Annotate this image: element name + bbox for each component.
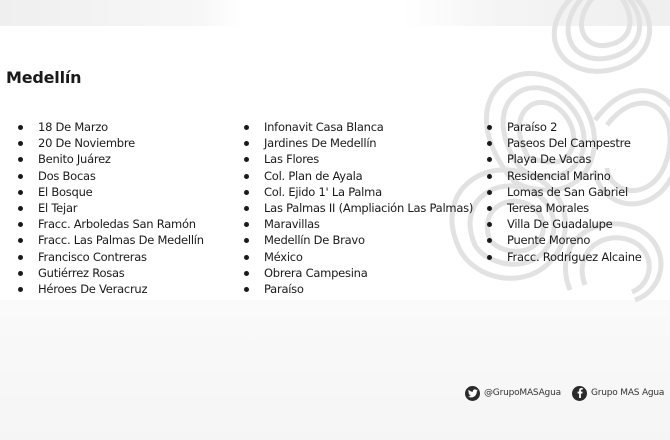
bullet-icon: [18, 206, 23, 211]
list-item-label: Fracc. Arboledas San Ramón: [38, 217, 196, 232]
list-item-label: Paseos Del Campestre: [507, 136, 631, 151]
list-item: [244, 151, 473, 167]
bullet-icon: [18, 190, 23, 195]
list-item-label: Héroes De Veracruz: [38, 281, 148, 296]
bullet-icon: [18, 287, 23, 292]
list-item-label: El Tejar: [38, 200, 78, 215]
list-item: [18, 216, 204, 232]
bullet-icon: [244, 141, 249, 146]
bullet-icon: [244, 174, 249, 179]
list-item-label: Residencial Marino: [507, 168, 611, 183]
page-title: Medellín: [6, 68, 82, 87]
list-item: [487, 135, 642, 151]
list-item-label: Gutiérrez Rosas: [38, 265, 125, 280]
list-item-label: Teresa Morales: [507, 200, 589, 215]
bullet-icon: [18, 125, 23, 130]
list-item-label: Playa De Vacas: [507, 152, 592, 167]
list-item-label: 18 De Marzo: [38, 120, 108, 134]
list-item: [18, 232, 204, 248]
list-item-label: Jardines De Medellín: [264, 136, 377, 151]
colonias-column-1: [18, 119, 204, 297]
bullet-icon: [487, 238, 492, 243]
list-item-label: Las Palmas II (Ampliación Las Palmas): [264, 200, 474, 215]
bullet-icon: [18, 255, 23, 260]
colonias-column-3: [487, 119, 642, 265]
list-item-label: Puente Moreno: [507, 233, 591, 248]
list-item-label: Villa De Guadalupe: [507, 217, 613, 232]
list-item: [18, 281, 204, 297]
list-item-label: El Bosque: [38, 184, 93, 199]
bullet-icon: [244, 271, 249, 276]
list-item-label: Francisco Contreras: [38, 249, 147, 264]
list-item: [244, 216, 473, 232]
list-item-label: Paraíso: [264, 281, 304, 296]
list-item: [244, 249, 473, 265]
bullet-icon: [487, 206, 492, 211]
list-item: [487, 249, 642, 265]
bullet-icon: [18, 271, 23, 276]
list-item: [244, 200, 473, 216]
twitter-icon: [465, 386, 480, 401]
bullet-icon: [18, 222, 23, 227]
list-item: [18, 184, 204, 200]
facebook-icon: [572, 386, 587, 401]
facebook-page[interactable]: [572, 383, 664, 403]
list-item: [18, 249, 204, 265]
list-item-label: Fracc. Rodríguez Alcaine: [507, 249, 642, 264]
footer-shade: [0, 300, 670, 440]
list-item: [244, 281, 473, 297]
list-item-label: Benito Juárez: [38, 152, 111, 167]
list-item-label: Medellín De Bravo: [264, 233, 365, 248]
list-item: [18, 135, 204, 151]
list-item-label: Paraíso 2: [507, 120, 558, 134]
twitter-handle-label: @GrupoMASAgua: [484, 388, 561, 398]
list-item-label: 20 De Noviembre: [38, 136, 135, 151]
bullet-icon: [18, 174, 23, 179]
list-item-label: Infonavit Casa Blanca: [264, 120, 384, 134]
list-item: [244, 135, 473, 151]
list-item: [18, 151, 204, 167]
list-item: [487, 184, 642, 200]
list-item: [18, 200, 204, 216]
list-item: [487, 119, 642, 135]
list-item: [18, 265, 204, 281]
bullet-icon: [244, 206, 249, 211]
list-item: [244, 119, 473, 135]
list-item-label: Col. Plan de Ayala: [264, 168, 363, 183]
list-item-label: Maravillas: [264, 217, 320, 232]
bullet-icon: [244, 125, 249, 130]
list-item: [244, 232, 473, 248]
list-item: [487, 200, 642, 216]
list-item: [18, 119, 204, 135]
bullet-icon: [244, 255, 249, 260]
list-item: [244, 184, 473, 200]
list-item: [487, 232, 642, 248]
list-item: [487, 216, 642, 232]
list-item-label: Col. Ejido 1' La Palma: [264, 184, 382, 199]
bullet-icon: [487, 174, 492, 179]
bullet-icon: [244, 238, 249, 243]
list-item: [487, 168, 642, 184]
bullet-icon: [18, 238, 23, 243]
list-item: [244, 168, 473, 184]
list-item-label: Obrera Campesina: [264, 265, 368, 280]
list-item-label: Lomas de San Gabriel: [507, 184, 628, 199]
bullet-icon: [487, 190, 492, 195]
bullet-icon: [487, 157, 492, 162]
bullet-icon: [487, 222, 492, 227]
bullet-icon: [487, 141, 492, 146]
bullet-icon: [18, 157, 23, 162]
bullet-icon: [244, 287, 249, 292]
colonias-column-2: [244, 119, 473, 297]
bullet-icon: [487, 255, 492, 260]
list-item-label: Las Flores: [264, 152, 319, 167]
bullet-icon: [244, 190, 249, 195]
list-item-label: México: [264, 249, 303, 264]
list-item-label: Fracc. Las Palmas De Medellín: [38, 233, 204, 248]
bullet-icon: [487, 125, 492, 130]
facebook-page-label: Grupo MAS Agua: [591, 388, 665, 398]
bullet-icon: [244, 222, 249, 227]
list-item: [487, 151, 642, 167]
bullet-icon: [244, 157, 249, 162]
list-item-label: Dos Bocas: [38, 168, 96, 183]
twitter-handle[interactable]: [465, 383, 561, 403]
list-item: [18, 168, 204, 184]
list-item: [244, 265, 473, 281]
bullet-icon: [18, 141, 23, 146]
